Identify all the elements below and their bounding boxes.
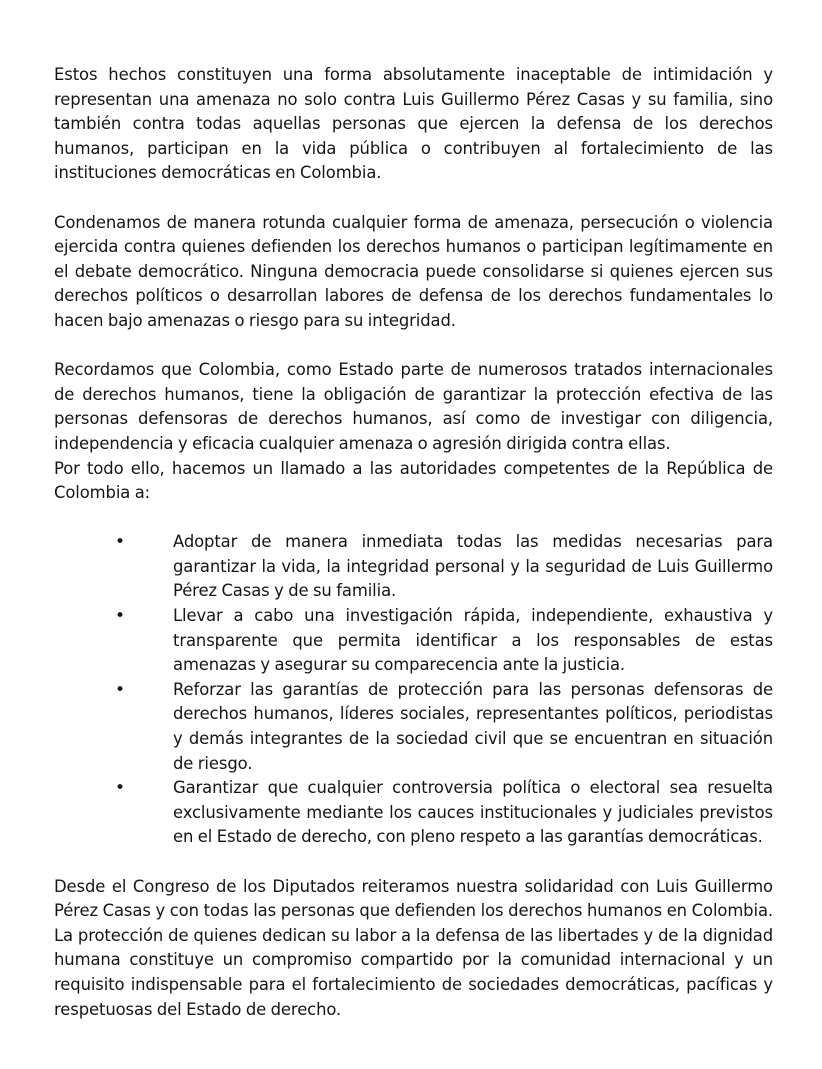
list-item: [54, 530, 773, 604]
paragraph-solidarity: Desde el Congreso de los Diputados reiteramos nuestra solidaridad con Luis Guillermo Pérez Casas y con todas las personas que defienden los derechos humanos en Colombia. La protección de quienes dedican su labor a la defensa de las libertades y de la dignidad humana constituye un compromiso compartido por la comunidad internacional y un requisito indispensable para el fortalecimiento de sociedades democráticas, pacíficas y respetuosas del Estado de derecho.: [54, 876, 773, 1019]
list-item: [54, 604, 773, 678]
paragraph-obligations: Recordamos que Colombia, como Estado parte de numerosos tratados internacionales de derechos humanos, tiene la obligación de garantizar la protección efectiva de las personas defensoras de derechos humanos, así como de investigar con diligencia, independencia y eficacia cualquier amenaza o agresión dirigida contra ellas.: [54, 360, 773, 453]
bullet-icon: •: [115, 532, 125, 553]
paragraph-intimidation: Estos hechos constituyen una forma absolutamente inaceptable de intimidación y representan una amenaza no solo contra Luis Guillermo Pérez Casas y su familia, sino también contra todas aquellas personas que ejercen la defensa de los derechos humanos, participan en la vida pública o contribuyen al fortalecimiento de las instituciones democráticas en Colombia.: [54, 65, 773, 183]
bullet-icon: •: [115, 778, 125, 799]
document-body: [54, 63, 773, 1022]
paragraph-condemnation: Condenamos de manera rotunda cualquier forma de amenaza, persecución o violencia ejercida contra quienes defienden los derechos humanos o participan legítimamente en el debate democrático. Ninguna democracia puede consolidarse si quienes ejercen sus derechos políticos o desarrollan labores de defensa de los derechos fundamentales lo hacen bajo amenazas o riesgo para su integridad.: [54, 212, 773, 330]
list-item-text: Garantizar que cualquier controversia política o electoral sea resuelta exclusivamente mediante los cauces institucionales y judiciales previstos en el Estado de derecho, con pleno respeto a las garantías democráticas.: [173, 778, 773, 847]
list-item-text: Reforzar las garantías de protección para las personas defensoras de derechos humanos, líderes sociales, representantes políticos, periodistas y demás integrantes de la sociedad civil que se encuentran en situación de riesgo.: [173, 679, 773, 773]
bullet-icon: •: [115, 679, 125, 700]
list-item-text: Llevar a cabo una investigación rápida, independiente, exhaustiva y transparente que permita identificar a los responsables de estas amenazas y asegurar su comparecencia ante la justicia.: [173, 606, 773, 675]
bullet-icon: •: [115, 606, 125, 627]
list-item: [54, 776, 773, 850]
paragraph-call-to-authorities: Por todo ello, hacemos un llamado a las autoridades competentes de la República de Colombia a:: [54, 458, 773, 503]
list-item: [54, 678, 773, 776]
list-item-text: Adoptar de manera inmediata todas las medidas necesarias para garantizar la vida, la integridad personal y la seguridad de Luis Guillermo Pérez Casas y de su familia.: [173, 532, 773, 601]
demands-list: [54, 530, 773, 850]
